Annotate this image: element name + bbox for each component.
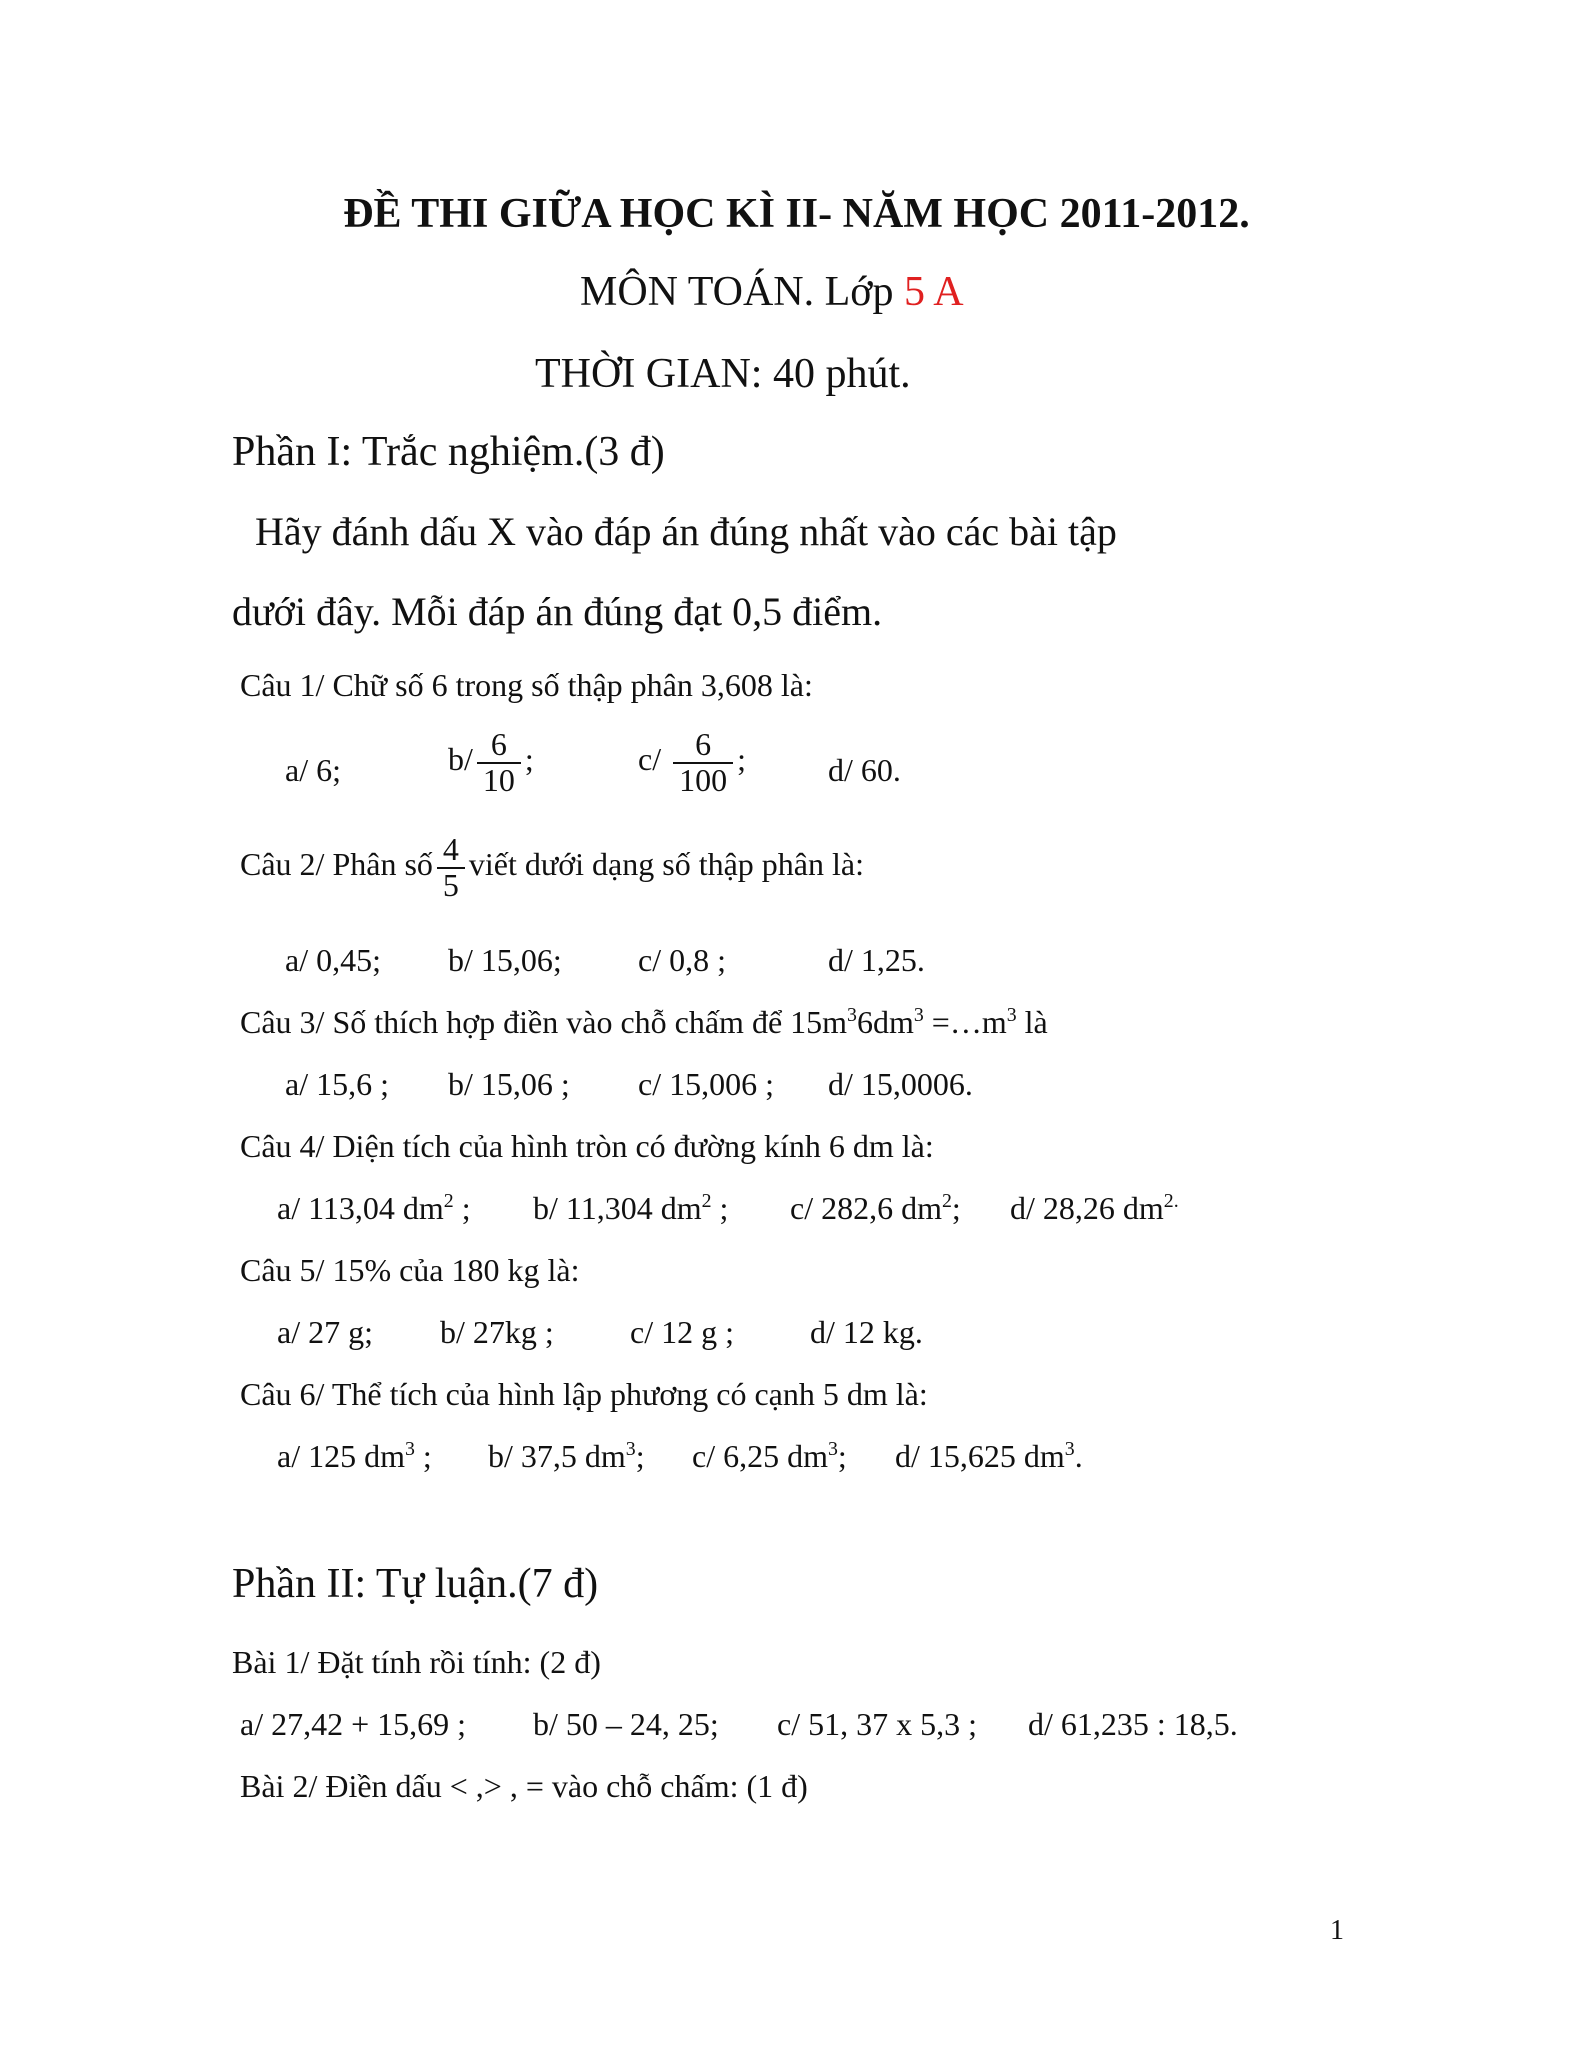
bai-2: Bài 2/ Điền dấu < ,> , = vào chỗ chấm: (1 đ) (240, 1768, 808, 1804)
q3-option-c: c/ 15,006 ; (638, 1066, 774, 1102)
bai1-item-c: c/ 51, 37 x 5,3 ; (777, 1706, 977, 1742)
question-4: Câu 4/ Diện tích của hình tròn có đường kính 6 dm là: (240, 1128, 934, 1164)
bai1-item-a: a/ 27,42 + 15,69 ; (240, 1706, 467, 1742)
exam-time: THỜI GIAN: 40 phút. (535, 351, 911, 397)
q3-sup-1: 3 (847, 1004, 857, 1027)
q4-a-sup: 2 (443, 1190, 454, 1213)
q4-c-end: ; (951, 1190, 961, 1226)
q4-d-text: d/ 28,26 dm (1010, 1190, 1164, 1226)
q4-option-a (277, 1190, 471, 1227)
q6-d-sup: 3 (1064, 1438, 1075, 1461)
q1-option-c (638, 728, 746, 797)
q3-text-2: 6dm (856, 1004, 914, 1040)
q3-option-b: b/ 15,06 ; (448, 1066, 570, 1102)
class-name: 5 A (904, 269, 964, 315)
q6-option-a (277, 1438, 432, 1475)
q6-a-sup: 3 (404, 1438, 415, 1461)
bai1-item-b: b/ 50 – 24, 25; (533, 1706, 719, 1742)
part1-instruction-line1: Hãy đánh dấu X vào đáp án đúng nhất vào các bài tập (255, 509, 1117, 554)
question-1: Câu 1/ Chữ số 6 trong số thập phân 3,608 là: (240, 667, 813, 703)
q6-a-text: a/ 125 dm (277, 1438, 405, 1474)
q2-option-c: c/ 0,8 ; (638, 942, 726, 978)
q2-option-a: a/ 0,45; (285, 942, 381, 978)
q6-c-text: c/ 6,25 dm (692, 1438, 828, 1474)
q4-d-sup: 2. (1163, 1190, 1179, 1213)
q4-option-b (533, 1190, 728, 1227)
q4-a-text: a/ 113,04 dm (277, 1190, 444, 1226)
q1-b-denominator: 10 (482, 761, 515, 798)
q6-b-sup: 3 (625, 1438, 636, 1461)
q2-option-d: d/ 1,25. (828, 942, 925, 978)
question-3 (240, 1004, 1048, 1041)
q4-b-end: ; (711, 1190, 729, 1226)
q3-option-d: d/ 15,0006. (828, 1066, 973, 1102)
q6-c-end: ; (837, 1438, 847, 1474)
q6-c-sup: 3 (827, 1438, 838, 1461)
subject-label: MÔN TOÁN. Lớp (580, 269, 905, 315)
q1-c-denominator: 100 (679, 761, 728, 798)
q3-sup-2: 3 (913, 1004, 924, 1027)
page-number: 1 (1330, 1915, 1344, 1946)
q1-b-numerator: 6 (477, 728, 521, 764)
q4-c-text: c/ 282,6 dm (790, 1190, 942, 1226)
q1-option-a: a/ 6; (285, 752, 341, 788)
q5-option-d: d/ 12 kg. (810, 1314, 923, 1350)
q1-c-numerator: 6 (673, 728, 733, 764)
q3-text-4: là (1016, 1004, 1048, 1040)
bai-1: Bài 1/ Đặt tính rồi tính: (2 đ) (232, 1644, 601, 1680)
q6-option-b (488, 1438, 645, 1475)
part2-heading: Phần II: Tự luận.(7 đ) (232, 1561, 599, 1607)
q6-d-text: d/ 15,625 dm (895, 1438, 1065, 1474)
q1-c-suffix: ; (737, 740, 746, 777)
q6-b-text: b/ 37,5 dm (488, 1438, 626, 1474)
q4-c-sup: 2 (941, 1190, 952, 1213)
part1-heading: Phần I: Trắc nghiệm.(3 đ) (232, 429, 665, 475)
q2-text-before: Câu 2/ Phân số (240, 845, 433, 882)
q2-text-after: viết dưới dạng số thập phân là: (468, 845, 864, 882)
q1-b-suffix: ; (524, 740, 534, 777)
q5-option-a: a/ 27 g; (277, 1314, 373, 1350)
q4-b-text: b/ 11,304 dm (533, 1190, 702, 1226)
q1-option-d: d/ 60. (828, 752, 901, 788)
q4-option-c (790, 1190, 961, 1227)
exam-subject (580, 268, 964, 316)
q6-option-c (692, 1438, 847, 1475)
q1-c-prefix: c/ (638, 740, 662, 777)
q6-b-end: ; (635, 1438, 645, 1474)
q3-sup-3: 3 (1006, 1004, 1017, 1027)
q4-a-end: ; (453, 1190, 471, 1226)
q2-denominator: 5 (442, 866, 459, 903)
q1-b-fraction (477, 728, 521, 797)
q5-option-c: c/ 12 g ; (630, 1314, 734, 1350)
q5-option-b: b/ 27kg ; (440, 1314, 554, 1350)
q3-text-1: Câu 3/ Số thích hợp điền vào chỗ chấm để 15m (240, 1004, 848, 1040)
question-6: Câu 6/ Thể tích của hình lập phương có cạnh 5 dm là: (240, 1376, 928, 1412)
part1-instruction-line2: dưới đây. Mỗi đáp án đúng đạt 0,5 điểm. (232, 589, 883, 634)
q6-option-d (895, 1438, 1083, 1475)
exam-title: ĐỀ THI GIỮA HỌC KÌ II- NĂM HỌC 2011-2012. (343, 191, 1250, 237)
q3-option-a: a/ 15,6 ; (285, 1066, 389, 1102)
bai1-item-d: d/ 61,235 : 18,5. (1028, 1706, 1238, 1742)
question-5: Câu 5/ 15% của 180 kg là: (240, 1252, 580, 1288)
q1-b-prefix: b/ (448, 740, 473, 777)
question-2 (240, 833, 864, 902)
q3-text-3: =…m (923, 1004, 1007, 1040)
q4-option-d (1010, 1190, 1179, 1227)
q2-fraction (437, 833, 465, 902)
q1-c-fraction (673, 728, 733, 797)
q1-option-b (448, 728, 534, 797)
q6-d-end: . (1074, 1438, 1083, 1474)
q2-numerator: 4 (437, 833, 465, 869)
q6-a-end: ; (414, 1438, 432, 1474)
q2-option-b: b/ 15,06; (448, 942, 562, 978)
q4-b-sup: 2 (701, 1190, 712, 1213)
